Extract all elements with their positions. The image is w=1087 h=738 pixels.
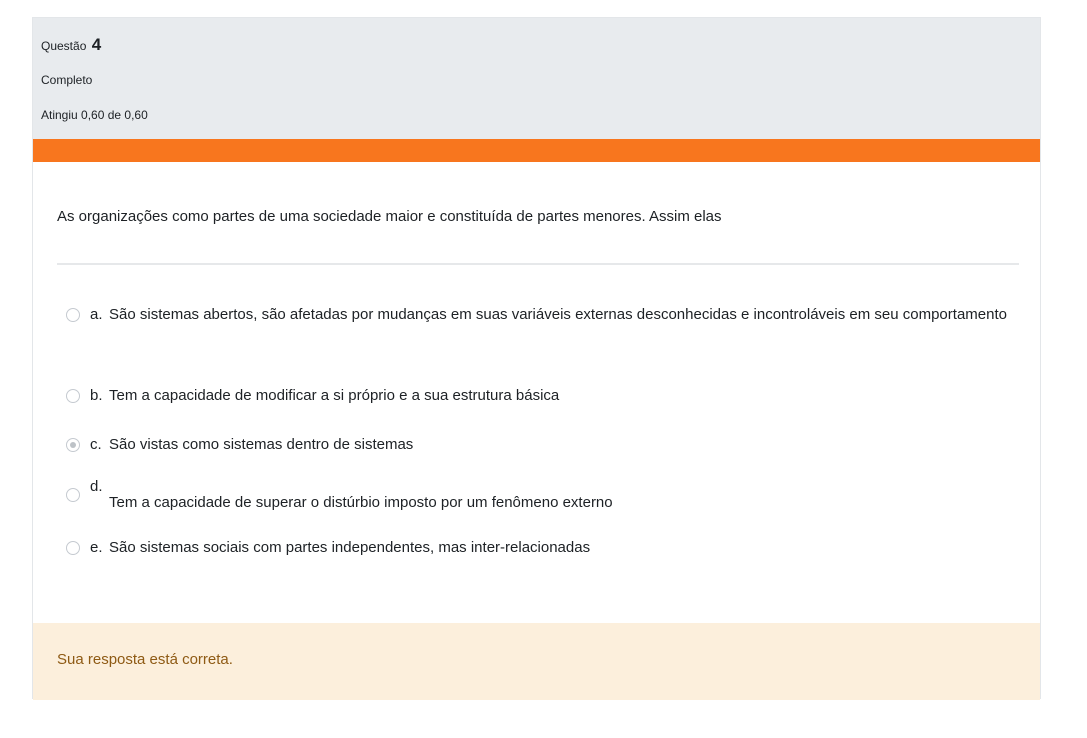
question-label: Questão	[41, 39, 87, 53]
answer-letter: e.	[90, 539, 103, 556]
question-text: As organizações como partes de uma sociedade maior e constituída de partes menores. Assim elas	[57, 208, 722, 225]
divider	[57, 263, 1019, 265]
radio-button-a[interactable]	[66, 308, 80, 322]
feedback-panel	[33, 623, 1040, 700]
answer-option-b[interactable]	[66, 384, 1026, 408]
radio-button-b[interactable]	[66, 389, 80, 403]
accent-bar	[33, 139, 1040, 162]
question-number: 4	[91, 35, 102, 54]
radio-button-c[interactable]	[66, 438, 80, 452]
answer-option-c[interactable]	[66, 433, 1026, 457]
radio-button-d[interactable]	[66, 488, 80, 502]
answer-text: Tem a capacidade de modificar a si próprio e a sua estrutura básica	[109, 387, 560, 404]
question-grade: Atingiu 0,60 de 0,60	[41, 108, 148, 122]
question-state: Completo	[41, 73, 93, 87]
question-card	[32, 17, 1041, 699]
answer-letter: c.	[90, 436, 102, 453]
answer-text: São sistemas abertos, são afetadas por mudanças em suas variáveis externas desconhecidas e incontroláveis em seu comportamento	[109, 306, 1007, 323]
question-title	[41, 35, 101, 55]
feedback-text: Sua resposta está correta.	[57, 651, 233, 668]
answer-letter: a.	[90, 306, 103, 323]
answer-letter: d.	[90, 478, 103, 495]
answer-text: Tem a capacidade de superar o distúrbio imposto por um fenômeno externo	[109, 494, 613, 511]
question-info-panel	[33, 18, 1040, 139]
answer-option-d[interactable]	[66, 478, 1026, 511]
radio-button-e[interactable]	[66, 541, 80, 555]
answer-option-e[interactable]	[66, 536, 1026, 560]
answer-letter: b.	[90, 387, 103, 404]
answer-text: São vistas como sistemas dentro de sistemas	[109, 436, 414, 453]
answer-option-a[interactable]	[66, 303, 1026, 327]
answer-text: São sistemas sociais com partes independentes, mas inter-relacionadas	[109, 539, 591, 556]
